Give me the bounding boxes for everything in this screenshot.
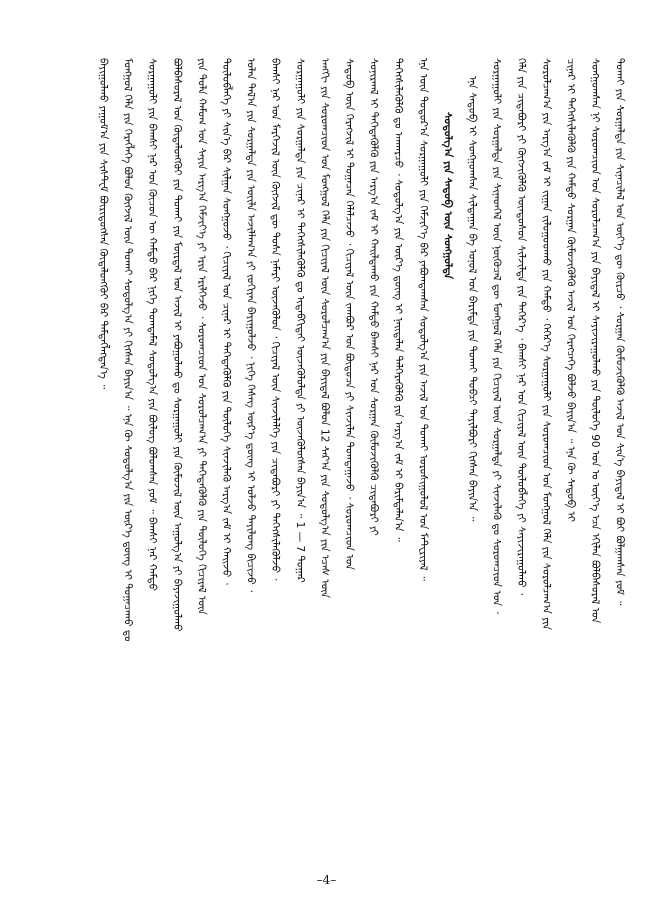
text-column: ᠠᠩᠭᠢ ᠶᠢᠨ ᠰᠤᠷᠤᠭᠴᠢᠳ ᠤᠨ ᠮᠣᠩᠭᠣᠯ ᠬᠡᠯᠡ ᠶᠢᠨ ᠬᠢᠴᠢᠶᠡᠯ ᠦᠨ ᠰᠤᠷᠤᠯᠴᠠᠭ᠎ᠠ ᠶᠢᠨ ᠪᠠᠶᠢᠳᠠᠯ ᠪᠣᠯᠤᠨ 12 ᠰᠠᠷ᠎ᠠ ᠶᠢᠨ ᠰᠤᠳᠤᠯᠭ᠎ᠠ ᠶᠢᠨ ᠡᠴᠡᠰ ᠦᠨ bbox=[318, 58, 331, 598]
text-column: ᠡᠨᠡ ᠰᠡᠳᠦᠪ ᠢ ᠰᠣᠩᠭᠣᠭᠰᠠᠨ ᠰᠢᠯᠲᠠᠭᠠᠨ ᠪᠠ ᠣᠨᠣᠯ ᠤᠨ ᠪᠠᠷᠢᠮᠲᠠ ᠶᠢᠨ ᠲᠤᠬᠠᠢ ᠲᠣᠪᠴᠢ ᠲᠠᠶᠢᠯᠪᠤᠷᠢ ᠬᠢᠭᠰᠡᠨ ᠪᠠᠶᠢᠨ᠎ᠠ ᠃ bbox=[466, 76, 478, 522]
text-column: ᠮᠣᠩᠭᠣᠯ ᠬᠡᠯᠡ ᠶᠢᠨ ᠬᠡᠷᠡᠭᠯᠡᠭᠡ ᠪᠣᠯᠤᠨ ᠬᠥᠭᠵᠢᠯ ᠦᠨ ᠲᠤᠬᠠᠢ ᠰᠤᠳᠤᠯᠭ᠎ᠠ ᠶᠢ ᠬᠢᠭᠰᠡᠨ ᠪᠠᠶᠢᠨ᠎ᠠ ᠃ ᠡᠨᠡ ᠬᠦ ᠰᠤᠳᠤᠯᠭ᠎ᠠ ᠶᠢᠨ ᠦᠷ᠎ᠡ ᠳ᠋ᠦᠩ ᠢ ᠲᠣᠭᠠᠴᠠᠬᠤ ᠳᠤ bbox=[121, 58, 134, 642]
text-column: ᠲᠤᠬᠠᠢ ᠶᠢᠨ ᠰᠤᠷᠭᠠᠯᠲᠠ ᠶᠢᠨ ᠰᠢᠨᠡᠴᠢᠯᠡᠯ ᠤᠨ ᠦᠶ᠎ᠡ ᠳᠦ ᠬᠦᠷᠴᠦ ᠂ ᠰᠤᠷᠭᠠᠨ ᠬᠦᠮᠦᠵᠢᠭᠦᠯᠬᠦ ᠠᠵᠢᠯ ᠤᠨ ᠰᠢᠨ᠎ᠡ ᠪᠠᠶᠢᠳᠠᠯ ᠢ ᠪᠤᠢ ᠪᠣᠯᠭᠠᠭᠰᠠᠨ ᠶᠤᠮ ᠃ bbox=[613, 58, 626, 606]
text-column: ᠰᠤᠷᠭᠠᠭᠤᠯᠢ ᠶᠢᠨ ᠪᠠᠭᠰᠢ ᠨᠠᠷ ᠤᠨ ᠬᠦᠴᠦᠨ ᠦ ᠬᠠᠮᠲᠤ ᠪᠡᠷ ᠨᠢᠭᠡ ᠲᠣᠭᠲᠠᠮᠠᠯ ᠰᠤᠳᠤᠯᠭ᠎ᠠ ᠶᠢᠨ ᠪᠦᠯᠦᠭ ᠪᠣᠯᠤᠭᠰᠠᠨ ᠶᠤᠮ ᠃ ᠪᠠᠭᠰᠢ ᠨᠠᠷ ᠬᠠᠮᠲᠤ bbox=[146, 58, 159, 591]
text-column: ᠪᠠᠶᠢᠭᠤᠯᠬᠤ ᠶᠠᠭᠤᠮ᠎ᠠ ᠶᠢᠨ ᠰᠢᠰᠲ᠋ᠧᠮ ᠪᠦᠷᠢᠳᠦᠭᠰᠡᠨ ᠬᠦᠳᠡᠯᠦᠩᠭᠦᠢ ᠪᠡᠷ ᠲᠡᠮᠳᠡᠭᠯᠡᠭᠳᠡᠨ᠎ᠡ ᠃ bbox=[97, 58, 109, 390]
text-column: ᠡᠨᠡ ᠦᠨ ᠳᠣᠲᠣᠷ᠎ᠠ ᠰᠤᠷᠭᠠᠭᠤᠯᠢ ᠶᠢᠨ ᠬᠡᠮᠵᠢᠶ᠎ᠡ ᠪᠡᠷ ᠶᠠᠪᠤᠭᠳᠠᠭᠰᠠᠨ ᠰᠤᠳᠤᠯᠭ᠎ᠠ ᠶᠢᠨ ᠠᠵᠢᠯ ᠤᠨ ᠲᠤᠬᠠᠢ ᠣᠷᠣᠰᠢᠭᠤᠯᠤᠯ ᠤᠨ ᠮᠠᠲ᠋ᠧᠷᠢᠶᠠᠯ ᠃ bbox=[416, 58, 429, 581]
text-column: ᠣᠯᠠᠨ ᠲᠠᠯ᠎ᠠ ᠶᠢᠨ ᠰᠤᠷᠭᠠᠯᠲᠠ ᠶᠢᠨ ᠦᠢᠯᠡ ᠠᠵᠢᠯᠯᠠᠭ᠎ᠠ ᠶᠢ ᠵᠣᠬᠢᠶᠠᠨ ᠪᠠᠶᠢᠭᠤᠯᠵᠤ ᠂ ᠨᠢᠭᠡ ᠬᠡᠰᠡᠭ ᠦᠷ᠎ᠡ ᠳ᠋ᠦᠩ ᠢ ᠣᠯᠵᠤ ᠲᠠᠶᠢᠯᠤᠩ ᠪᠢᠴᠢᠵᠦ ᠂ bbox=[244, 58, 257, 593]
text-column: ᠪᠣᠯᠪᠠᠰᠤᠷᠠᠯ ᠤᠨ ᠬᠥᠳᠡᠯᠦᠩᠭᠦᠢ ᠶᠢᠨ ᠲᠤᠬᠠᠢ ᠶᠢᠨ ᠮᠥᠷᠳᠡᠯ ᠤᠨ ᠠᠵᠢᠯ ᠢ ᠶᠠᠪᠤᠭᠤᠯᠬᠤ ᠳᠤ ᠰᠤᠷᠭᠠᠭᠤᠯᠢ ᠶᠢᠨ ᠬᠦᠮᠦᠵᠢᠯ ᠦᠨ ᠠᠭᠤᠯᠭ᠎ᠠ ᠶᠢ ᠪᠠᠶᠠᠵᠢᠭᠤᠯᠬᠤ bbox=[170, 58, 183, 632]
section-heading: ᠰᠤᠳᠤᠯᠭ᠎ᠠ ᠶᠢᠨ ᠰᠡᠳᠦᠪ ᠦᠨ ᠰᠣᠩᠭᠤᠯᠲᠠ bbox=[441, 112, 454, 279]
text-column: ᠰᠤᠷᠭᠠᠭᠤᠯᠢ ᠶᠢᠨ ᠰᠤᠷᠭᠠᠯᠲᠠ ᠶᠢᠨ ᠴᠢᠨᠠᠷ ᠢ ᠳᠡᠭᠡᠭᠰᠢᠯᠡᠭᠦᠯᠬᠦ ᠳᠤ ᠢᠳᠡᠪᠬᠢᠲᠡᠢ ᠦᠵᠡᠭᠦᠯᠦᠯᠲᠡ ᠶᠢ ᠦᠵᠡᠭᠦᠯᠦᠭᠰᠡᠨ ᠪᠠᠶᠢᠨ᠎ᠠ ᠃ 1 — 7 ᠳᠤᠭᠠᠷ bbox=[293, 58, 306, 583]
page-number: –4– bbox=[316, 873, 337, 887]
text-column: ᠪᠠᠭᠰᠢ ᠨᠠᠷ ᠤᠨ ᠮᠡᠷᠭᠡᠵᠢᠯ ᠦᠨ ᠬᠥᠭᠵᠢᠯ ᠳᠦ ᠲᠤᠰᠠ ᠨᠡᠮᠡᠷᠢ ᠦᠵᠡᠭᠦᠯᠦᠨ ᠂ ᠬᠢᠴᠢᠶᠡᠯ ᠦᠨ ᠰᠢᠨᠵᠢᠯᠡᠯᠭᠡ ᠶᠢᠨ ᠴᠢᠳᠠᠪᠤᠷᠢ ᠶᠢ ᠳᠡᠭᠡᠭᠰᠢᠯᠡᠭᠦᠯᠵᠦ ᠂ bbox=[269, 58, 282, 581]
text-column: ᠶᠢᠨ ᠲᠤᠯᠠ ᠬᠠᠮᠤᠭ ᠤᠨ ᠰᠠᠶᠢᠨ ᠠᠷᠭ᠎ᠠ ᠬᠡᠮᠵᠢᠶ᠎ᠡ ᠶᠢ ᠡᠷᠢᠨ ᠡᠷᠢᠯᠬᠡᠵᠦ ᠂ ᠰᠤᠷᠤᠭᠴᠢᠳ ᠤᠨ ᠰᠤᠷᠤᠯᠴᠠᠭ᠎ᠠ ᠶᠢ ᠳᠡᠭᠡᠳᠡᠭᠦᠯᠬᠦ ᠶᠢᠨ ᠲᠥᠯᠦᠭᠡ ᠬᠢᠴᠢᠶᠡᠯ ᠦᠨ bbox=[195, 58, 208, 615]
text-column: ᠰᠣᠨᠢᠷᠬᠠᠯ ᠢ ᠳᠡᠭᠡᠳᠡᠭᠦᠯᠬᠦ ᠶᠢᠨ ᠠᠷᠭ᠎ᠠ ᠵᠠᠮ ᠢ ᠬᠠᠢᠯᠳᠠᠬᠤ ᠶᠢᠨ ᠬᠠᠮᠲᠤ ᠪᠠᠭᠰᠢ ᠨᠠᠷ ᠤᠨ ᠰᠤᠷᠭᠠᠨ ᠬᠦᠮᠦᠵᠢᠭᠦᠯᠬᠦ ᠴᠢᠳᠠᠪᠤᠷᠢ ᠶᠢ bbox=[367, 58, 380, 536]
text-column: ᠰᠡᠳᠦᠪ ᠦᠨ ᠬᠡᠷᠡᠭᠵᠢᠯ ᠢ ᠲᠣᠭᠠᠴᠠᠨ ᠬᠡᠯᠡᠯᠴᠡᠵᠦ ᠂ ᠬᠢᠴᠢᠶᠡᠯ ᠦᠨ ᠵᠠᠭᠪᠤᠷ ᠤᠨ ᠪᠦᠲᠦᠴᠡ ᠶᠢ ᠰᠢᠨᠵᠢᠯᠡᠨ ᠲᠣᠭᠲᠠᠭᠠᠵᠤ ᠂ ᠰᠤᠷᠤᠭᠴᠢᠳ ᠤᠨ bbox=[343, 58, 355, 571]
text-column: ᠰᠣᠩᠭᠣᠭᠰᠠᠨ ᠨᠢ ᠰᠤᠷᠤᠭᠴᠢᠳ ᠤᠨ ᠰᠤᠷᠤᠯᠴᠠᠭ᠎ᠠ ᠶᠢᠨ ᠪᠠᠶᠢᠳᠠᠯ ᠢ ᠰᠠᠶᠢᠵᠢᠷᠠᠭᠤᠯᠬᠤ ᠶᠢᠨ ᠲᠥᠯᠥᠭᠡ 90 ᠣᠨ ᠤ ᠦᠶ᠎ᠡ ᠡᠴᠡ ᠡᠬᠢᠯᠡᠨ ᠪᠣᠯᠪᠠᠰᠤᠷᠠᠯ ᠤᠨ bbox=[589, 58, 601, 624]
text-column: ᠲᠥᠯᠥᠪᠯᠡᠭᠡ ᠶᠢ ᠰᠢᠨ᠎ᠡ ᠪᠡᠷ ᠰᠢᠯᠭᠠᠨ ᠰᠣᠩᠭᠣᠵᠤ ᠂ ᠬᠢᠴᠢᠶᠡᠯ ᠤᠨ ᠴᠢᠨᠠᠷ ᠢ ᠳᠡᠭᠡᠳᠡᠭᠦᠯᠬᠦ ᠶᠢᠨ ᠲᠥᠯᠥᠭᠡ ᠰᠢᠨᠵᠢᠯᠡᠬᠦ ᠠᠷᠭ᠎ᠠ ᠵᠠᠮ ᠢ ᠬᠠᠢᠵᠤ ᠂ bbox=[220, 58, 232, 585]
text-column: ᠬᠡᠯᠡ ᠶᠢᠨ ᠴᠢᠳᠠᠪᠤᠷᠢ ᠶᠢ ᠬᠥᠭᠵᠢᠭᠦᠯᠬᠦ ᠦᠨᠳᠦᠰᠦᠨ ᠰᠢᠯᠵᠢᠯᠲᠡ ᠶᠢᠨ ᠳᠡᠭᠡᠷ᠎ᠡ ᠂ ᠪᠠᠭᠰᠢ ᠨᠠᠷ ᠤᠨ ᠬᠢᠴᠢᠶᠡᠯ ᠦᠨ ᠲᠥᠯᠥᠪᠯᠡᠭᠡ ᠶᠢ ᠰᠠᠶᠢᠵᠢᠷᠠᠭᠤᠯᠬᠤ ᠂ bbox=[515, 58, 528, 596]
text-column: ᠰᠤᠷᠤᠯᠴᠠᠭ᠎ᠠ ᠶᠢᠨ ᠠᠷᠭ᠎ᠠ ᠵᠠᠮ ᠢ ᠵᠢᠭᠠᠨ ᠵᠢᠯᠤᠭᠤᠳᠬᠤ ᠶᠢᠨ ᠬᠠᠮᠲᠤ ᠂ ᠬᠡᠭᠡᠷ᠎ᠡ ᠰᠤᠷᠭᠠᠭᠤᠯᠢ ᠶᠢᠨ ᠰᠤᠷᠤᠭᠴᠢᠳ ᠤᠨ ᠮᠣᠩᠭᠣᠯ ᠬᠡᠯᠡ ᠶᠢᠨ ᠰᠤᠷᠤᠯᠴᠠᠭ᠎ᠠ ᠶᠢᠨ bbox=[539, 58, 552, 630]
text-column: ᠰᠤᠷᠭᠠᠭᠤᠯᠢ ᠶᠢᠨ ᠰᠤᠷᠭᠠᠯᠲᠠ ᠶᠢᠨ ᠰᠢᠨᠡᠳᠬᠡᠯ ᠦᠨ ᠨᠥᠬᠦᠴᠡᠯ ᠳᠦ ᠮᠣᠩᠭᠣᠯ ᠬᠡᠯᠡ ᠶᠢᠨ ᠬᠢᠴᠢᠶᠡᠯ ᠦᠨ ᠰᠤᠷᠭᠠᠯᠲᠠ ᠶᠢ ᠰᠢᠨᠵᠢᠯᠡᠬᠦ ᠳᠤ ᠰᠤᠷᠤᠭᠴᠢᠳ ᠤᠨ ᠂ bbox=[490, 58, 503, 614]
text-column: ᠳᠡᠭᠡᠭᠰᠢᠯᠡᠭᠦᠯᠬᠦ ᠳᠤ ᠠᠨᠬᠠᠷᠴᠤ ᠂ ᠰᠤᠳᠤᠯᠭ᠎ᠠ ᠶᠢᠨ ᠦᠷ᠎ᠡ ᠳ᠋ᠦᠩ ᠢ ᠨᠡᠢᠲᠡᠯᠡᠨ ᠳᠡᠯᠭᠡᠷᠡᠭᠦᠯᠬᠦ ᠶᠢᠨ ᠠᠷᠭ᠎ᠠ ᠵᠠᠮ ᠢ ᠪᠠᠷᠢᠮᠳᠠᠯᠠᠨ᠎ᠠ ᠃ bbox=[392, 58, 405, 542]
text-column: ᠴᠢᠨᠠᠷ ᠢ ᠳᠡᠭᠡᠭᠰᠢᠯᠡᠭᠦᠯᠬᠦ ᠶᠢᠨ ᠬᠠᠮᠲᠤ ᠰᠤᠷᠭᠠᠨ ᠬᠦᠮᠦᠵᠢᠭᠦᠯᠬᠦ ᠠᠵᠢᠯ ᠤᠨ ᠬᠡᠷᠡᠭᠴᠡᠭᠡ ᠪᠣᠯᠵᠤ ᠪᠠᠶᠢᠨ᠎ᠠ ᠃ ᠡᠨᠡ ᠬᠦ ᠰᠡᠳᠦᠪ ᠢ bbox=[564, 58, 577, 522]
